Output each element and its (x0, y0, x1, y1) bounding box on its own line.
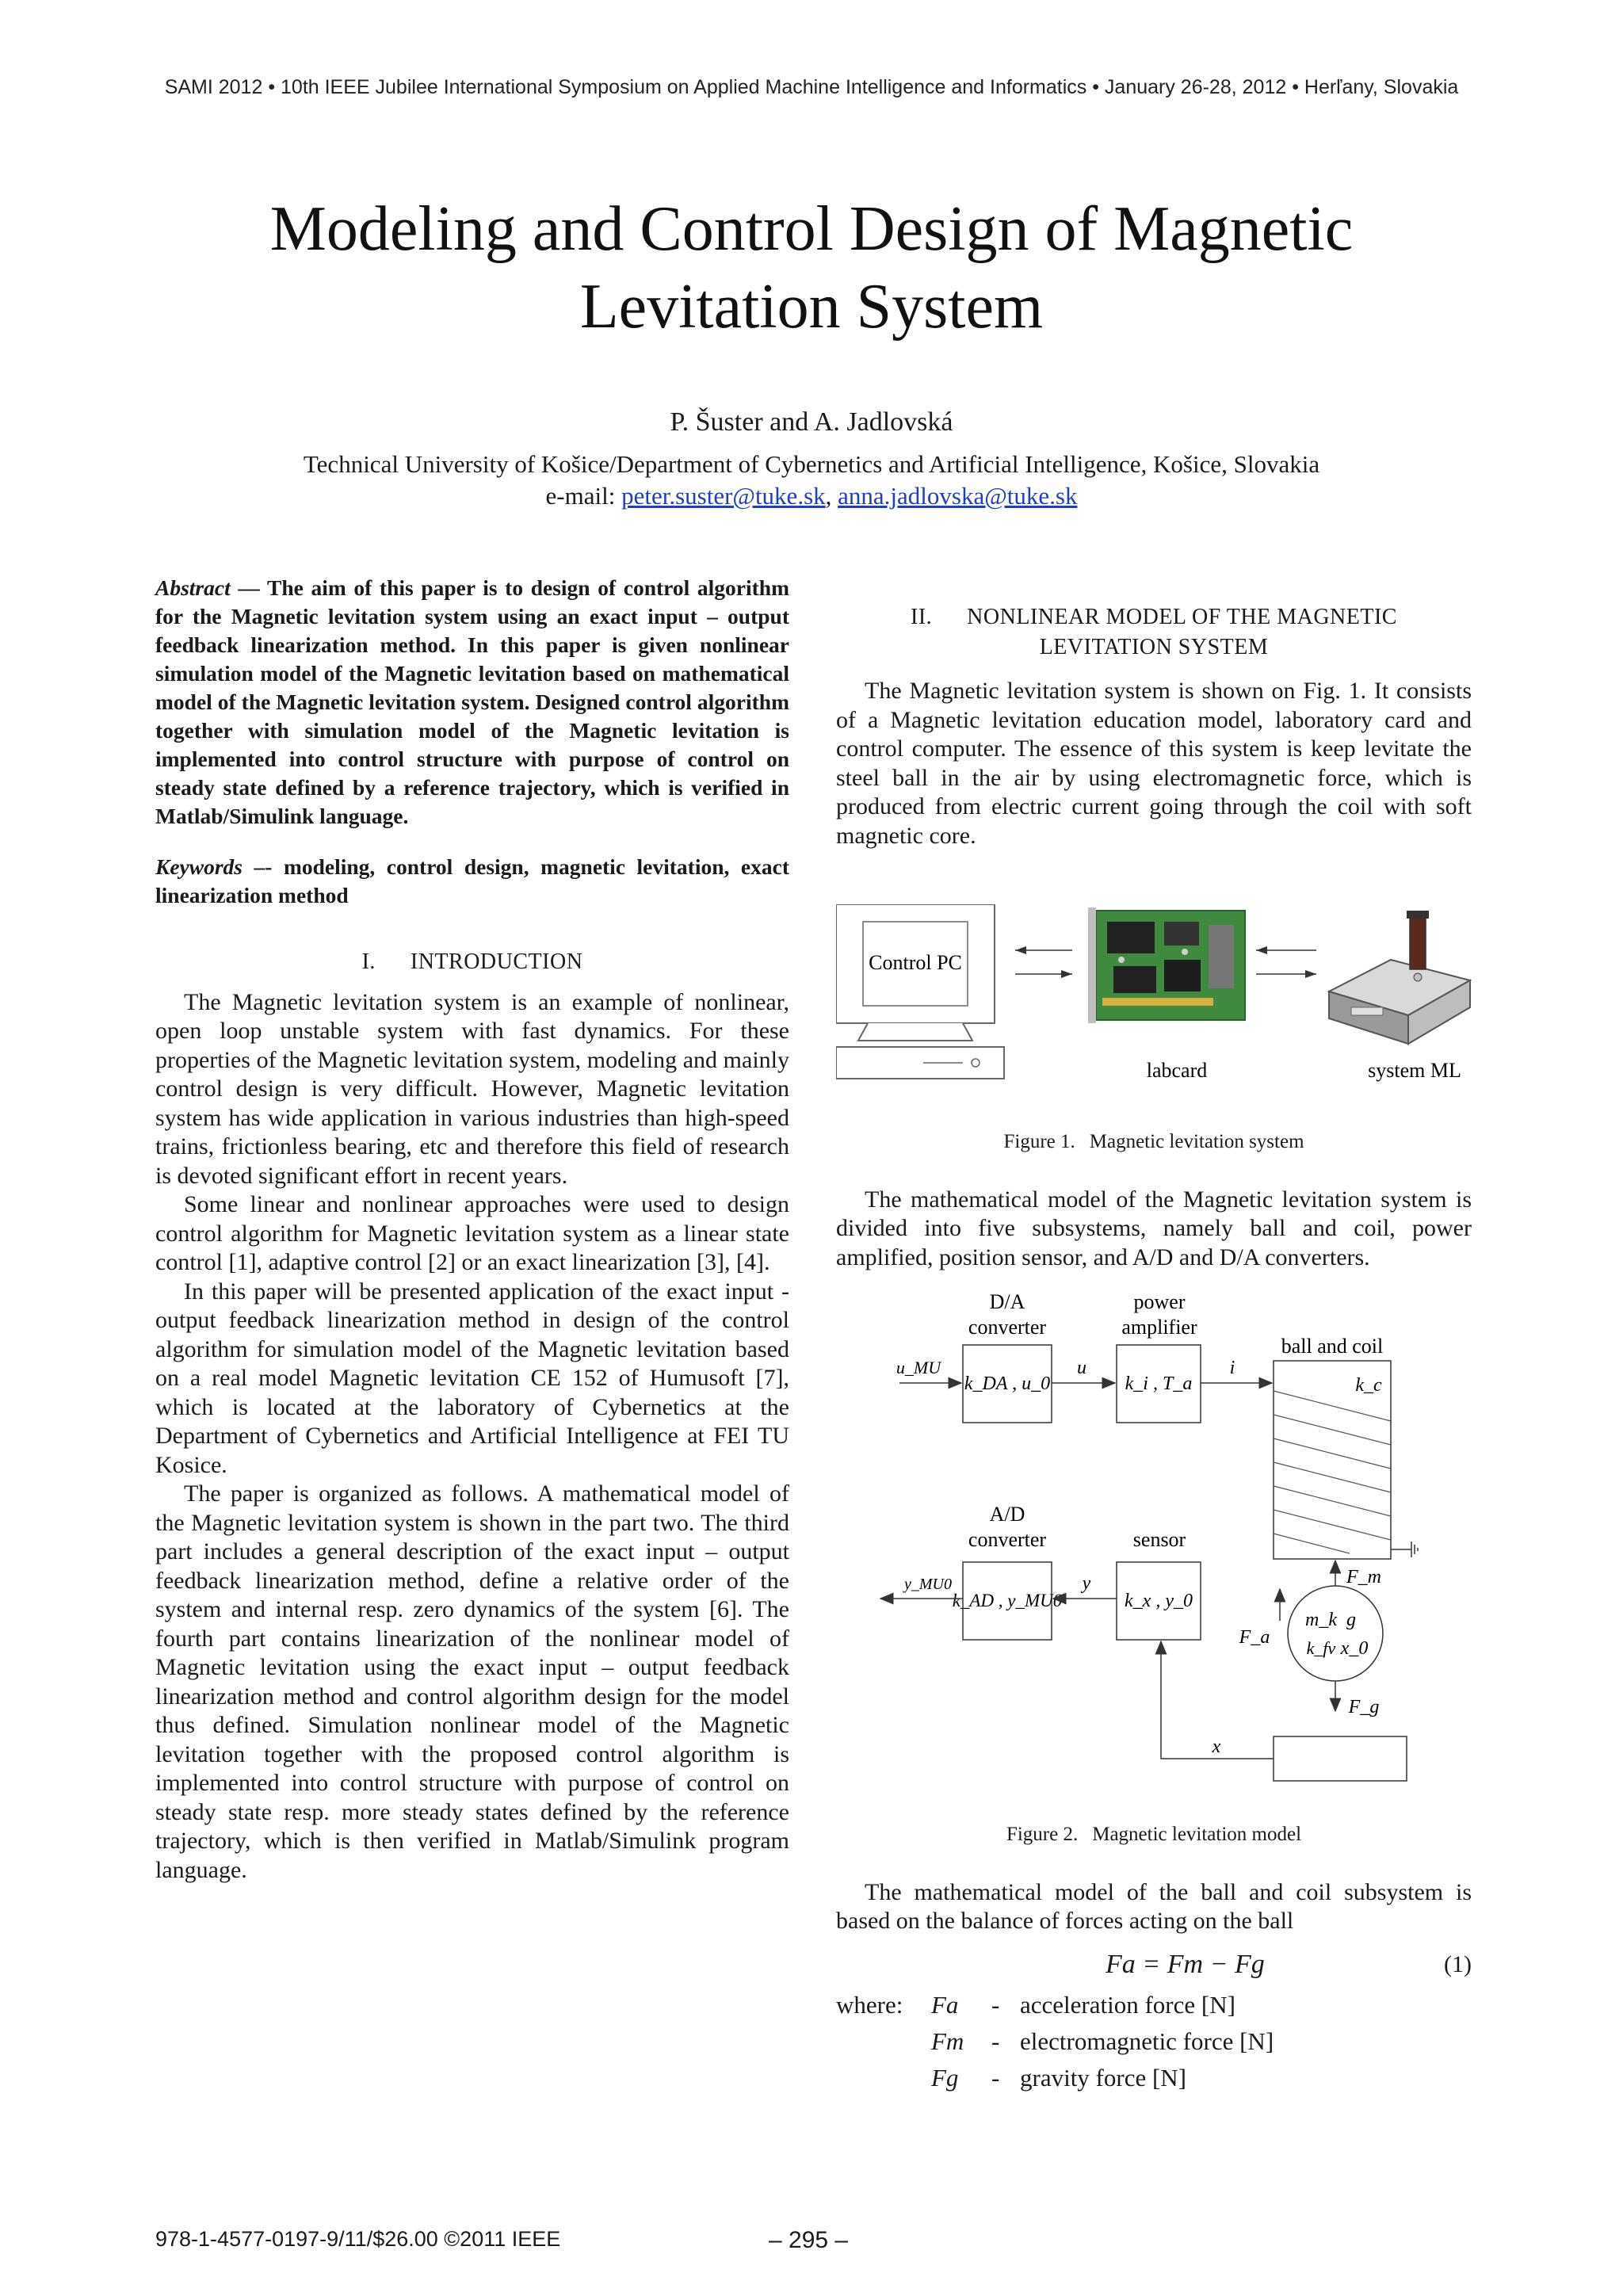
figure-1 (836, 904, 1472, 1110)
page-number: – 295 – (769, 2227, 849, 2253)
da-converter-label-1: D/A (989, 1290, 1025, 1313)
signal-umu: u_MU (896, 1358, 941, 1377)
title-line-1: Modeling and Control Design of Magnetic (269, 194, 1354, 264)
title-line-2: Levitation System (579, 272, 1044, 342)
ground-icon (1391, 1541, 1418, 1557)
section-2-number: II. (911, 605, 933, 629)
affiliation: Technical University of Košice/Department of Cybernetics and Artificial Intelligence, Košice, Slovakia (303, 450, 1320, 478)
signal-y: y (1082, 1573, 1091, 1594)
ad-converter-label-2: converter (968, 1528, 1047, 1551)
power-amplifier-params: k_i , T_a (1125, 1373, 1193, 1394)
affiliation-block (0, 449, 1623, 512)
signal-i: i (1229, 1358, 1235, 1378)
control-pc-label: Control PC (869, 951, 962, 974)
keywords (155, 853, 789, 910)
where-description: electromagnetic force [N] (1020, 2027, 1274, 2055)
coil-constant: k_c (1355, 1375, 1382, 1396)
where-dash: - (991, 2063, 1000, 2092)
email-link-suster[interactable]: peter.suster@tuke.sk (621, 482, 826, 510)
bidirectional-arrow-icon (1256, 946, 1316, 978)
figure-1-drawing (836, 904, 1472, 1110)
section-2-heading (836, 602, 1472, 663)
section-2-title-line-1: NONLINEAR MODEL OF THE MAGNETIC (967, 605, 1397, 629)
equation-1-expression: Fa = Fm − Fg (1106, 1949, 1265, 1979)
intro-paragraph: The paper is organized as follows. A mathematical model of the Magnetic levitation system is shown in the part two. The third part includes a general description of the exact input – output feedback linearization method, define a relative order of the system and internal resp. zero dynamics of the system [6]. The fourth part contains linearization of the nonlinear model of Magnetic levitation using the exact input – output feedback linearization method and control algorithm design for the model thus defined. Simulation nonlinear model of the Magnetic levitation together with the proposed control algorithm is implemented into control structure with purpose of control on steady state resp. more steady states defined by the reference trajectory, which is then verified in Matlab/Simulink program language. (155, 1480, 789, 1883)
email-link-jadlovska[interactable]: anna.jadlovska@tuke.sk (838, 482, 1078, 510)
authors: P. Šuster and A. Jadlovská (670, 407, 953, 437)
figure-1-caption (836, 1128, 1472, 1157)
section-1-heading (155, 948, 789, 977)
sensor-params: k_x , y_0 (1125, 1591, 1193, 1611)
email-separator: , (825, 482, 838, 510)
ball-friction: k_fv (1306, 1638, 1336, 1658)
computer-monitor-icon (836, 904, 1004, 1079)
where-list (836, 1987, 1472, 2096)
section-1-title: INTRODUCTION (410, 949, 583, 974)
where-row (836, 2060, 1472, 2096)
figure-1-number: Figure 1. (1003, 1131, 1075, 1152)
where-symbol: Fa (931, 1990, 959, 2019)
section-2-paragraph: The Magnetic levitation system is shown on Fig. 1. It consists of a Magnetic levitation education model, laboratory card and control computer. The essence of this system is keep levitate the steel ball in the air by using electromagnetic force, which is produced from electric current going through the coil with soft magnetic core. (836, 678, 1472, 849)
force-fa: F_a (1239, 1627, 1270, 1648)
footer-isbn: 978-1-4577-0197-9/11/$26.00 ©2011 IEEE (155, 2227, 561, 2251)
equation-1 (836, 1947, 1472, 1987)
intro-paragraph: The Magnetic levitation system is an example of nonlinear, open loop unstable system with fast dynamics. For these properties of the Magnetic levitation system, modeling and mainly control design is very difficult. However, Magnetic levitation system has wide application in various industries than high-speed trains, frictionless bearing, etc and therefore this field of research is devoted significant effort in recent years. (155, 988, 789, 1189)
base-block (1274, 1736, 1407, 1781)
email-line (0, 480, 1623, 512)
system-ml-label: system ML (1368, 1059, 1461, 1082)
force-fg: F_g (1348, 1697, 1380, 1717)
ball-position: x_0 (1340, 1638, 1369, 1659)
section-2-paragraph: The mathematical model of the ball and coil subsystem is based on the balance of forces acting on the ball (836, 1878, 1472, 1934)
power-amplifier-label-1: power (1133, 1290, 1186, 1313)
bidirectional-arrow-icon (1015, 946, 1072, 978)
signal-ymu: y_MU0 (904, 1576, 952, 1593)
da-converter-params: k_DA , u_0 (964, 1373, 1051, 1394)
ball-icon (1288, 1586, 1383, 1681)
ball-coil-label: ball and coil (1281, 1335, 1384, 1358)
ball-mass: m_k (1305, 1610, 1337, 1630)
where-row (836, 2023, 1472, 2060)
where-dash: - (991, 1990, 1000, 2019)
ad-converter-params: k_AD , y_MU0 (952, 1591, 1063, 1610)
magnetic-levitation-device-icon (1329, 911, 1470, 1044)
email-prefix: e-mail: (545, 482, 622, 510)
where-label: where: (836, 1990, 903, 2019)
figure-2-diagram (836, 1288, 1472, 1803)
figure-2-number: Figure 2. (1006, 1824, 1079, 1845)
where-symbol: Fm (931, 2027, 964, 2055)
figure-2-caption-text: Magnetic levitation model (1092, 1824, 1302, 1845)
da-converter-label-2: converter (968, 1316, 1047, 1339)
where-description: gravity force [N] (1020, 2063, 1187, 2092)
abstract-text: — The aim of this paper is to design of control algorithm for the Magnetic levitation system using an exact input – output feedback linearization method. In this paper is given nonlinear simulation model of the Magnetic levitation based on mathematical model of the Magnetic levitation system. Designed control algorithm together with simulation model of the Magnetic levitation is implemented into control structure with purpose of control on steady state defined by a reference trajectory, which is verified in Matlab/Simulink language. (155, 575, 789, 828)
left-column (155, 574, 789, 1885)
intro-paragraph: In this paper will be presented application of the exact input - output feedback linearization method in design of the control algorithm for simulation model of the Magnetic levitation based on a real model Magnetic levitation CE 152 of Humusoft [7], which is located at the laboratory of Cybernetics at the Department of Cybernetics and Artificial Intelligence at FEI TU Kosice. (155, 1278, 789, 1478)
where-dash: - (991, 2027, 1000, 2055)
labcard-label: labcard (1146, 1059, 1208, 1082)
section-1-number: I. (361, 949, 376, 974)
where-description: acceleration force [N] (1020, 1990, 1235, 2019)
figure-2 (836, 1288, 1472, 1803)
figure-2-caption (836, 1820, 1472, 1850)
intro-paragraph: Some linear and nonlinear approaches were used to design control algorithm for Magnetic levitation system as a linear state control [1], adaptive control [2] or an exact linearization [3], [4]. (155, 1191, 789, 1275)
keywords-text: –- modeling, control design, magnetic levitation, exact linearization method (155, 854, 789, 907)
conference-header: SAMI 2012 • 10th IEEE Jubilee International Symposium on Applied Machine Intelligence and Informatics • January 26-28, 2012 • Herľany, Slovakia (164, 76, 1459, 98)
paper-title (0, 190, 1623, 346)
labcard-icon (1088, 907, 1245, 1023)
abstract (155, 574, 789, 831)
signal-x: x (1212, 1736, 1221, 1757)
force-fm: F_m (1346, 1567, 1381, 1587)
equation-1-number: (1) (1444, 1950, 1472, 1977)
right-column (836, 574, 1472, 2096)
keywords-label: Keywords (155, 854, 242, 879)
sensor-label: sensor (1132, 1528, 1186, 1551)
abstract-label: Abstract (155, 575, 231, 600)
section-2-paragraph: The mathematical model of the Magnetic levitation system is divided into five subsystems, namely ball and coil, power amplified, position sensor, and A/D and D/A converters. (836, 1186, 1472, 1270)
ad-converter-label-1: A/D (989, 1503, 1025, 1526)
figure-1-caption-text: Magnetic levitation system (1089, 1131, 1304, 1152)
ball-gravity: g (1346, 1610, 1356, 1630)
where-row (836, 1987, 1472, 2023)
where-symbol: Fg (931, 2063, 959, 2092)
power-amplifier-label-2: amplifier (1121, 1316, 1197, 1339)
signal-u: u (1077, 1358, 1086, 1378)
section-2-title-line-2: LEVITATION SYSTEM (1039, 635, 1269, 659)
